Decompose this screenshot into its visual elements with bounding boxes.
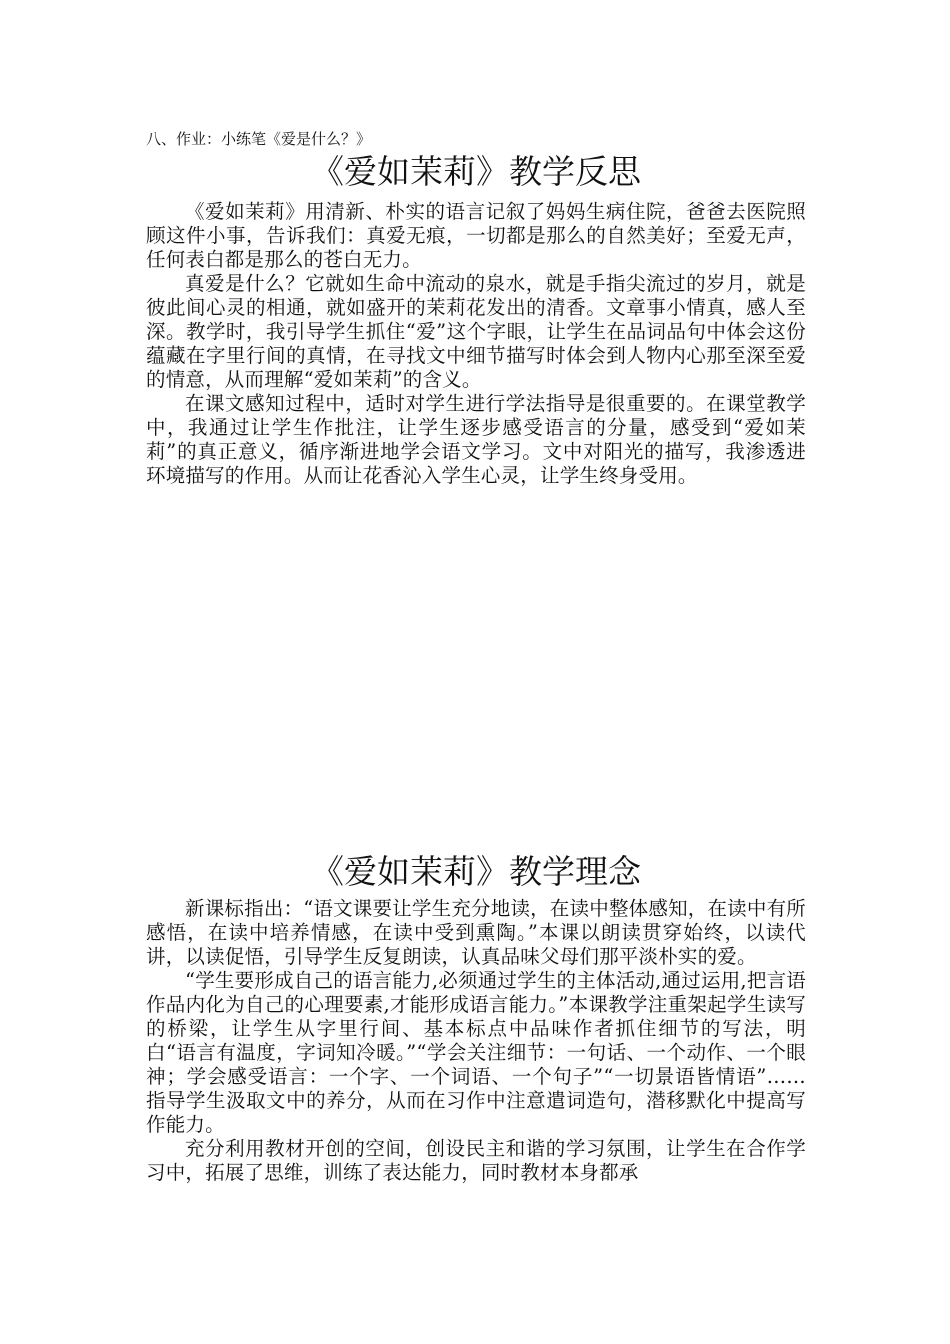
reflection-paragraph-1: 《爱如茉莉》用清新、朴实的语言记叙了妈妈生病住院，爸爸去医院照顾这件小事，告诉我们：真爱无痕，一切都是那么的自然美好；至爱无声，任何表白都是那么的苍白无力。 xyxy=(146,200,806,271)
reflection-paragraph-2: 真爱是什么？它就如生命中流动的泉水，就是手指尖流过的岁月，就是彼此间心灵的相通，就如盛开的茉莉花发出的清香。文章事小情真，感人至深。教学时，我引导学生抓住“爱”这个字眼，让学生在品词品句中体会这份蕴藏在字里行间的真情，在寻找文中细节描写时体会到人物内心那至深至爱的情意，从而理解“爱如茉莉”的含义。 xyxy=(146,272,806,391)
homework-line: 八、作业：小练笔《爱是什么？》 xyxy=(146,130,372,148)
philosophy-paragraph-1: 新课标指出：“语文课要让学生充分地读，在读中整体感知，在读中有所感悟，在读中培养情感，在读中受到熏陶。”本课以朗读贯穿始终，以读代讲，以读促悟，引导学生反复朗读，认真品味父母们那平淡朴实的爱。 xyxy=(146,897,806,968)
philosophy-paragraph-2: “学生要形成自己的语言能力,必须通过学生的主体活动,通过运用,把言语作品内化为自己的心理要素,才能形成语言能力。”本课教学注重架起学生读写的桥梁，让学生从字里行间、基本标点中品味作者抓住细节的写法，明白“语言有温度，字词知冷暖。”“学会关注细节：一句话、一个动作、一个眼神；学会感受语言：一个字、一个词语、一个句子”“一切景语皆情语”……指导学生汲取文中的养分，从而在习作中注意遣词造句，潜移默化中提高写作能力。 xyxy=(146,969,806,1136)
philosophy-paragraph-3: 充分利用教材开创的空间，创设民主和谐的学习氛围，让学生在合作学习中，拓展了思维，训练了表达能力，同时教材本身都承 xyxy=(146,1137,806,1184)
philosophy-title: 《爱如茉莉》教学理念 xyxy=(311,852,641,891)
reflection-body xyxy=(146,200,806,488)
philosophy-body xyxy=(146,897,806,1185)
reflection-title: 《爱如茉莉》教学反思 xyxy=(311,152,641,191)
reflection-paragraph-3: 在课文感知过程中，适时对学生进行学法指导是很重要的。在课堂教学中，我通过让学生作批注，让学生逐步感受语言的分量，感受到“爱如茉莉”的真正意义，循序渐进地学会语文学习。文中对阳光的描写，我渗透进环境描写的作用。从而让花香沁入学生心灵，让学生终身受用。 xyxy=(146,392,806,487)
